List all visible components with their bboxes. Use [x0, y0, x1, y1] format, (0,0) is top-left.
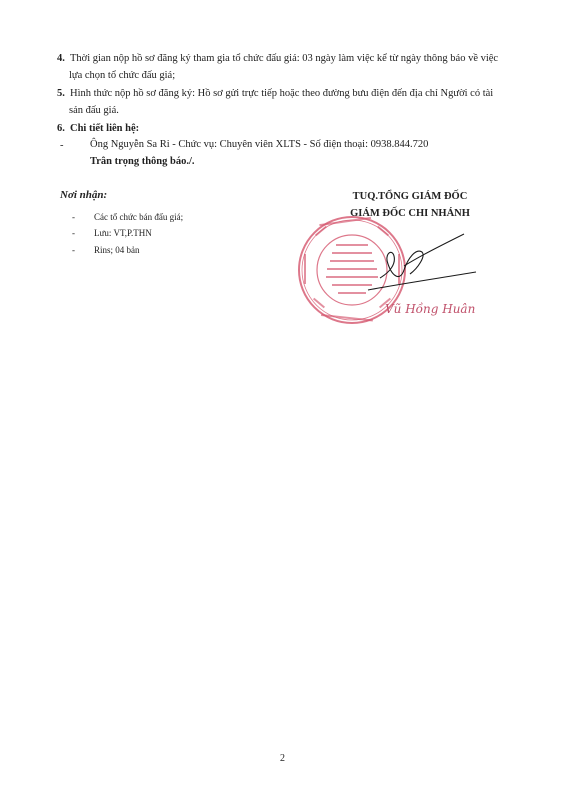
contact-line: Ông Nguyễn Sa Ri - Chức vụ: Chuyên viên XLTS - Số điện thoại: 0938.844.720: [90, 139, 429, 150]
recipient-item: [72, 245, 140, 255]
recipient-dash: -: [72, 212, 75, 222]
item-text: Thời gian nộp hồ sơ đăng ký tham gia tổ chức đấu giá: 03 ngày làm việc kể từ ngày thông báo về việc: [70, 53, 499, 64]
recipients-title: Nơi nhận:: [60, 189, 108, 201]
recipient-text: Các tổ chức bán đấu giá;: [94, 212, 184, 222]
recipient-text: Lưu: VT,P.THN: [94, 228, 152, 238]
recipient-text: Rins; 04 bản: [94, 245, 140, 255]
item-continuation: sản đấu giá.: [69, 105, 119, 116]
item-number: 6.: [57, 123, 65, 134]
recipient-item: [72, 228, 152, 238]
list-item-4: [57, 51, 529, 67]
recipient-dash: -: [72, 228, 75, 238]
signer-name: Vũ Hồng Huân: [385, 302, 476, 316]
signature-title-1: TUQ.TỔNG GIÁM ĐỐC: [352, 191, 468, 202]
item-continuation: lựa chọn tổ chức đấu giá;: [69, 70, 176, 81]
closing-regards: Trân trọng thông báo./.: [90, 156, 195, 167]
item-text: Hình thức nộp hồ sơ đăng ký: Hồ sơ gửi trực tiếp hoặc theo đường bưu điện đến địa chỉ Người có tài: [70, 88, 494, 99]
item-number: 4.: [57, 53, 65, 64]
recipient-dash: -: [72, 245, 75, 255]
page-number: 2: [280, 753, 285, 764]
handwritten-signature: [360, 228, 480, 298]
contact-dash: -: [60, 140, 64, 151]
item-heading: Chi tiết liên hệ:: [70, 123, 140, 134]
signature-title-2: GIÁM ĐỐC CHI NHÁNH: [350, 208, 470, 219]
item-number: 5.: [57, 88, 65, 99]
recipient-item: [72, 212, 183, 222]
list-item-5: [57, 86, 529, 102]
list-item-6: [57, 121, 529, 137]
